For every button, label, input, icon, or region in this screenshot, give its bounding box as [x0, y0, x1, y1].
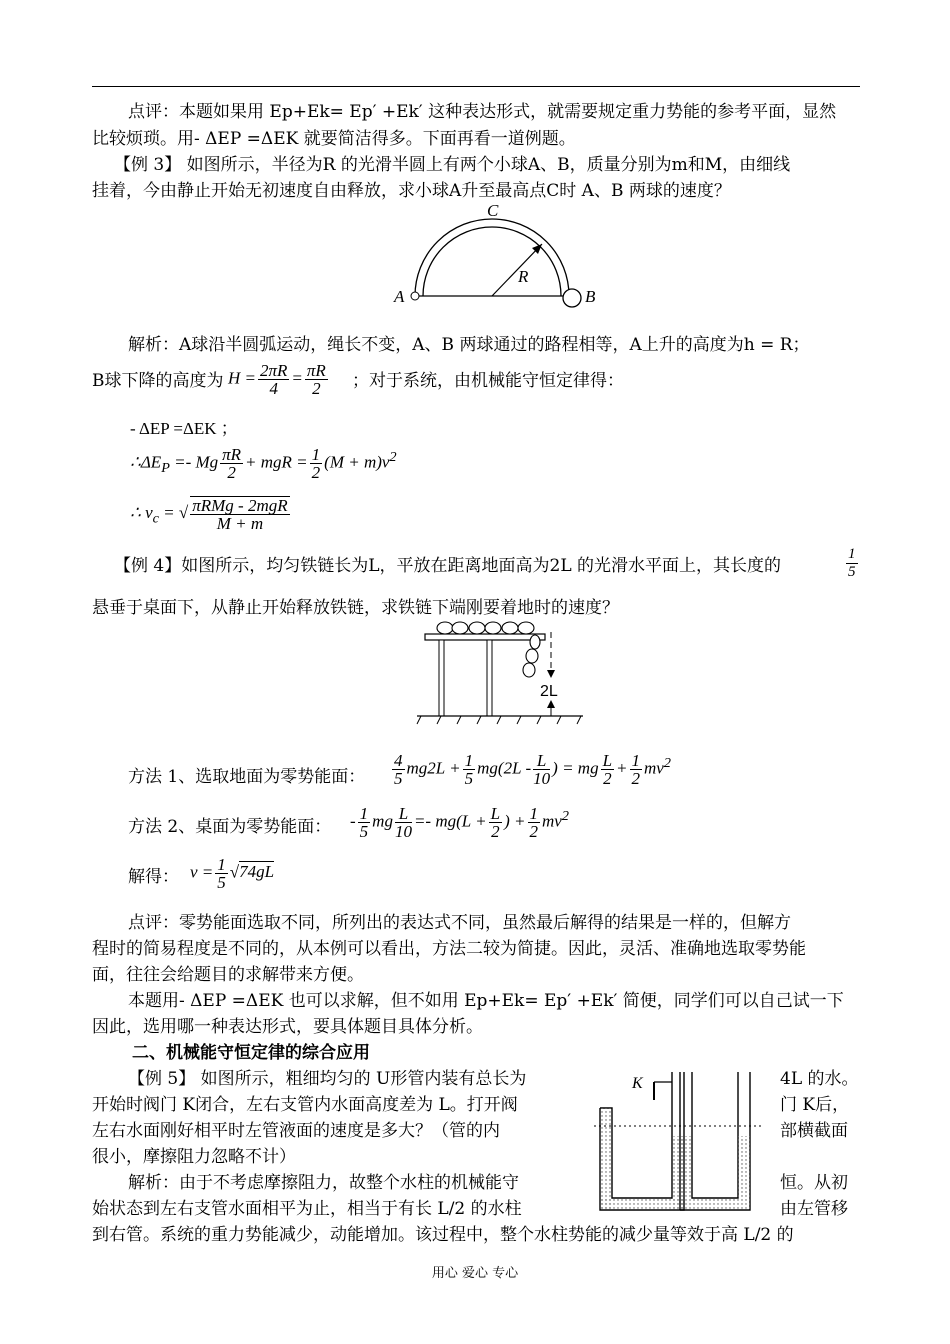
text-line: 解析：由于不考虑摩擦阻力，故整个水柱的机械能守 — [128, 1173, 519, 1193]
text-line: 由左管移 — [780, 1199, 848, 1219]
text-line: 【例 5】 如图所示，粗细均匀的 U形管内装有总长为 — [128, 1069, 527, 1089]
text-line: 【例 4】如图所示，均匀铁链长为L，平放在距离地面高为2L 的光滑水平面上，其长度的 — [114, 556, 782, 576]
text-line: 面，往往会给题目的求解带来方便。 — [92, 965, 364, 985]
fraction-one-fifth: $\frac{1}{5}$ — [848, 546, 856, 580]
text-line: ；对于系统，由机械能守恒定律得： — [352, 371, 624, 391]
equation-1: - ΔEP =ΔEK ； — [130, 419, 238, 438]
text-line: 点评：零势能面选取不同，所列出的表达式不同，虽然最后解得的结果是一样的，但解方 — [128, 913, 791, 933]
text-line: 4L 的水。 — [780, 1069, 859, 1089]
text-line: 很小，摩擦阻力忽略不计） — [92, 1147, 296, 1167]
text-line: 挂着，今由静止开始无初速度自由释放，求小球A升至最高点C时 A、B 两球的速度？ — [92, 181, 731, 201]
text-line: 门 K后， — [780, 1095, 850, 1115]
text-line: 左右水面刚好相平时左管液面的速度是多大？（管的内 — [92, 1121, 500, 1141]
text-line: 开始时阀门 K闭合，左右支管内水面高度差为 L。打开阀 — [92, 1095, 518, 1115]
text-line: 解得： — [128, 867, 179, 887]
text-line: 解析：A球沿半圆弧运动，绳长不变，A、B 两球通过的路程相等，A上升的高度为h = R； — [128, 335, 810, 355]
equation-method1: $\frac{4}{5}$ mg2L + $\frac{1}{5}$ mg(2L - $\frac{L}{10}$ ) = mg $\frac{L}{2}$ + $\frac{1}{2}$ $mv^2$ — [394, 751, 671, 788]
text-line: 恒。从初 — [780, 1173, 848, 1193]
label-r: R — [518, 267, 529, 286]
text-line: 部横截面 — [780, 1121, 848, 1141]
label-a: A — [394, 287, 405, 306]
equation-3: ∴ $v_c$ = √ $\frac{\text{πRMg - 2mgR}}{M + m}$ — [130, 496, 288, 533]
text-line: 程时的简易程度是不同的，从本例可以看出，方法二较为简捷。因此，灵活、准确地选取零势能 — [92, 939, 806, 959]
text-line: 比较烦琐。用- ΔEP =ΔEK 就要简洁得多。下面再看一道例题。 — [92, 129, 576, 149]
text-line: 本题用- ΔEP =ΔEK 也可以求解，但不如用 Ep+Ek= Ep′ +Ek′ 简便，同学们可以自己试一下 — [128, 991, 844, 1011]
page-footer: 用心 爱心 专心 — [431, 1266, 519, 1281]
equation-method2: - $\frac{1}{5}$ mg $\frac{L}{10}$ =- mg(L + $\frac{L}{2}$ ) + $\frac{1}{2}$ $mv^2$ — [350, 804, 569, 841]
semicircle-figure — [390, 198, 605, 310]
equation-solution: v = $\frac{1}{5}$ √74gL — [190, 855, 275, 892]
text-line: 悬垂于桌面下，从静止开始释放铁链，求铁链下端刚要着地时的速度？ — [92, 598, 619, 618]
label-c: C — [487, 201, 499, 220]
header-rule — [92, 86, 860, 87]
label-k: K — [632, 1075, 643, 1092]
text-line: 因此，选用哪一种表达形式，要具体题目具体分析。 — [92, 1017, 483, 1037]
text-line: 【例 3】 如图所示，半径为R 的光滑半圆上有两个小球A、B，质量分别为m和M，由细线 — [114, 155, 791, 175]
label-b: B — [585, 287, 596, 306]
text-line: B球下降的高度为 — [92, 371, 224, 391]
label-2l: 2L — [540, 683, 558, 700]
text-line: 到右管。系统的重力势能减少，动能增加。该过程中，整个水柱势能的减少量等效于高 L/2 的 — [92, 1225, 794, 1245]
equation-2: $\therefore\Delta E_P =- Mg$ $\frac{\pi R}{2}$ + mgR = $\frac{1}{2}$ $(M + m)v^2$ — [130, 445, 397, 482]
chain-table-figure — [415, 616, 595, 728]
equation-h: H = $\frac{2\pi R}{4}$ = $\frac{\pi R}{2}$ — [228, 361, 326, 398]
text-line: 方法 2、桌面为零势能面： — [128, 817, 332, 837]
text-line: 方法 1、选取地面为零势能面： — [128, 767, 366, 787]
text-line: 点评：本题如果用 Ep+Ek= Ep′ +Ek′ 这种表达形式，就需要规定重力势能的参考平面，显然 — [128, 102, 837, 122]
text-line: 始状态到左右支管水面相平为止，相当于有长 L/2 的水柱 — [92, 1199, 522, 1219]
section-heading: 二、机械能守恒定律的综合应用 — [132, 1043, 370, 1063]
u-tube-figure — [592, 1070, 767, 1220]
